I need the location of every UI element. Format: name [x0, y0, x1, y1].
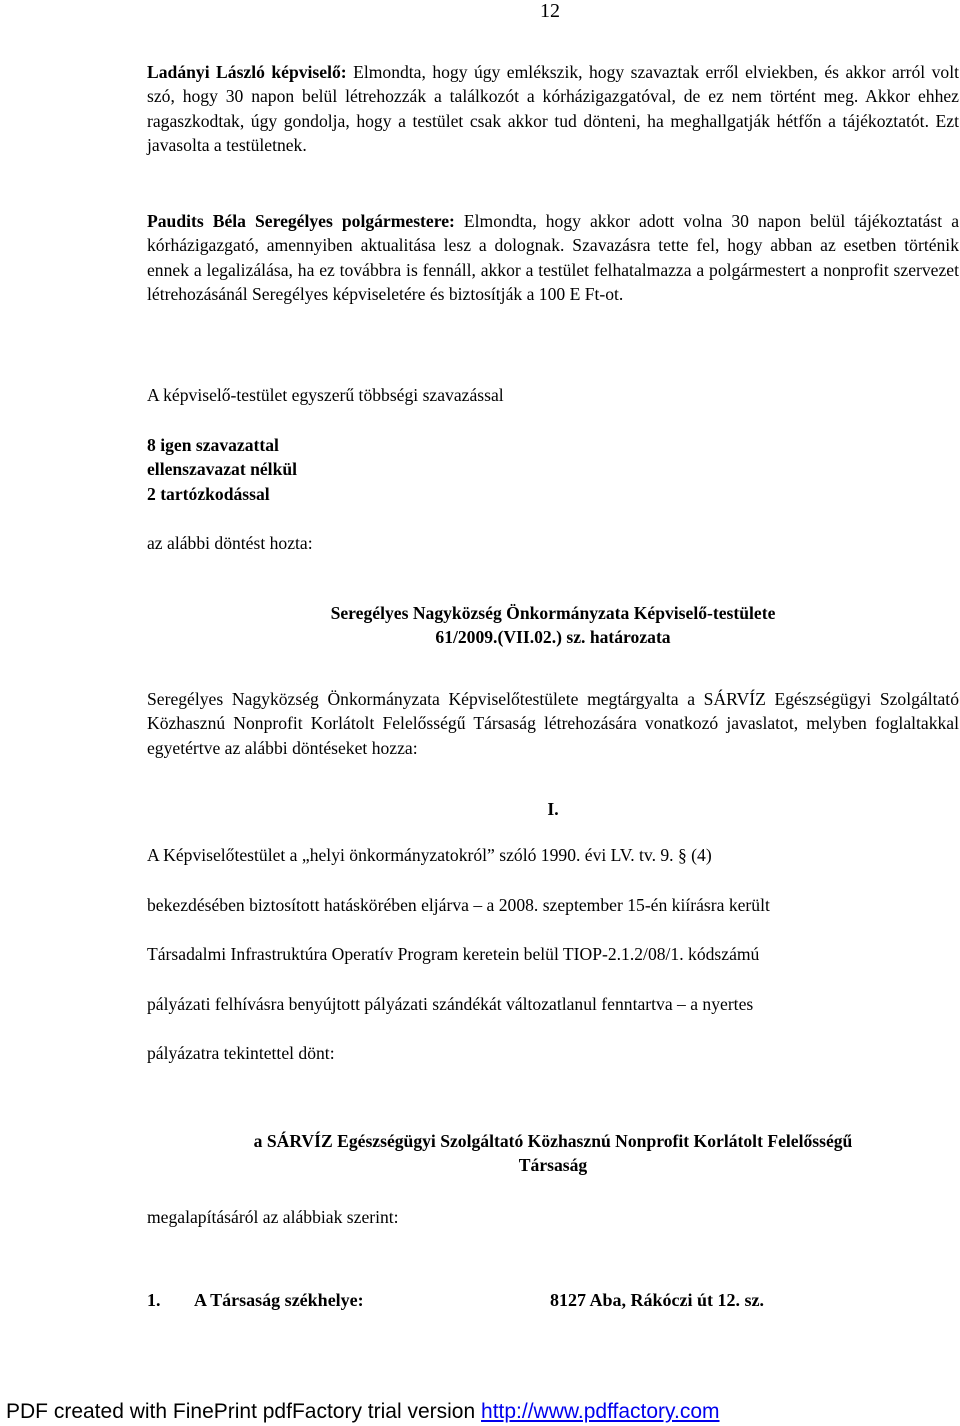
resolution-title — [147, 601, 959, 650]
item-value: 8127 Aba, Rákóczi út 12. sz. — [550, 1290, 765, 1310]
speaker-name: Paudits Béla Seregélyes polgármestere: — [147, 211, 455, 231]
section-text — [147, 831, 959, 1079]
company-title — [147, 1129, 959, 1178]
footer-text: PDF created with FinePrint pdfFactory trial version — [6, 1400, 482, 1423]
section-roman: I. — [547, 799, 559, 819]
resolution-body: Seregélyes Nagyközség Önkormányzata Képviselőtestülete megtárgyalta a SÁRVÍZ Egészségügyi Szolgáltató Közhasznú Nonprofit Korlátolt Felelősségű Társaság létrehozására vonatkozó javaslatot, melyben foglaltakkal egyetértve az alábbi döntéseket hozza: — [147, 689, 959, 758]
item-label: A Társaság székhelye: — [194, 1290, 364, 1310]
vote-intro: A képviselő-testület egyszerű többségi szavazással — [147, 385, 504, 405]
pdf-footer — [0, 1398, 960, 1426]
company-intro: megalapításáról az alábbiak szerint: — [147, 1207, 399, 1227]
speech-text: Elmondta, hogy úgy emlékszik, hogy szavaztak erről elviekben, és akkor arról volt szó, hogy 30 napon belül létrehozzák a találkozót a kórházigazgatóval, de ez nem történt meg. Akkor ehhez ragaszkodtak, úgy gondolja, hogy a testület csak akkor tud dönteni, ha meghallgatják hétfőn a tájékoztatót. Ezt javasolta a testületnek. — [147, 62, 959, 156]
footer-link[interactable]: http://www.pdffactory.com — [481, 1400, 720, 1423]
resolution-body-name: Seregélyes Nagyközség Önkormányzata Képviselő-testülete — [330, 603, 776, 623]
paragraph-ladanyi — [147, 60, 959, 158]
paragraph-paudits — [147, 209, 959, 307]
speaker-name: Ladányi László képviselő: — [147, 62, 347, 82]
section-line: bekezdésében biztosított hatáskörében eljárva – a 2008. szeptember 15-én kiírásra került — [147, 894, 770, 915]
section-line: pályázati felhívásra benyújtott pályázati szándékát változatlanul fenntartva – a nyertes — [147, 993, 754, 1014]
vote-yes: 8 igen szavazattal — [147, 435, 279, 455]
section-line: pályázatra tekintettel dönt: — [147, 1043, 335, 1064]
item-number: 1. — [147, 1290, 161, 1310]
company-name-line: Társaság — [518, 1155, 588, 1176]
section-line: Társadalmi Infrastruktúra Operatív Program keretein belül TIOP-2.1.2/08/1. kódszámú — [147, 944, 760, 965]
section-line: A Képviselőtestület a „helyi önkormányzatokról” szóló 1990. évi LV. tv. 9. § (4) — [147, 845, 712, 865]
speech-text: Elmondta, hogy akkor adott volna 30 napon belül tájékoztatást a kórházigazgató, amennyiben aktualitása lesz a dolognak. Szavazásra tette fel, hogy abban az esetben történik ennek a legalizálása, ha ez továbbra is fennáll, akkor a testület felhatalmazza a polgármestert a nonprofit szervezet létrehozásánál Seregélyes képviseletére és biztosítják a 100 E Ft-ot. — [147, 211, 960, 305]
resolution-number: 61/2009.(VII.02.) sz. határozata — [435, 627, 671, 648]
company-name-line: a SÁRVÍZ Egészségügyi Szolgáltató Közhasznú Nonprofit Korlátolt Felelősségű — [253, 1131, 853, 1151]
vote-no: ellenszavazat nélkül — [147, 459, 298, 480]
vote-abstain: 2 tartózkodással — [147, 483, 270, 504]
vote-results — [147, 433, 959, 506]
page-number: 12 — [540, 0, 560, 22]
decision-intro: az alábbi döntést hozta: — [147, 533, 313, 553]
